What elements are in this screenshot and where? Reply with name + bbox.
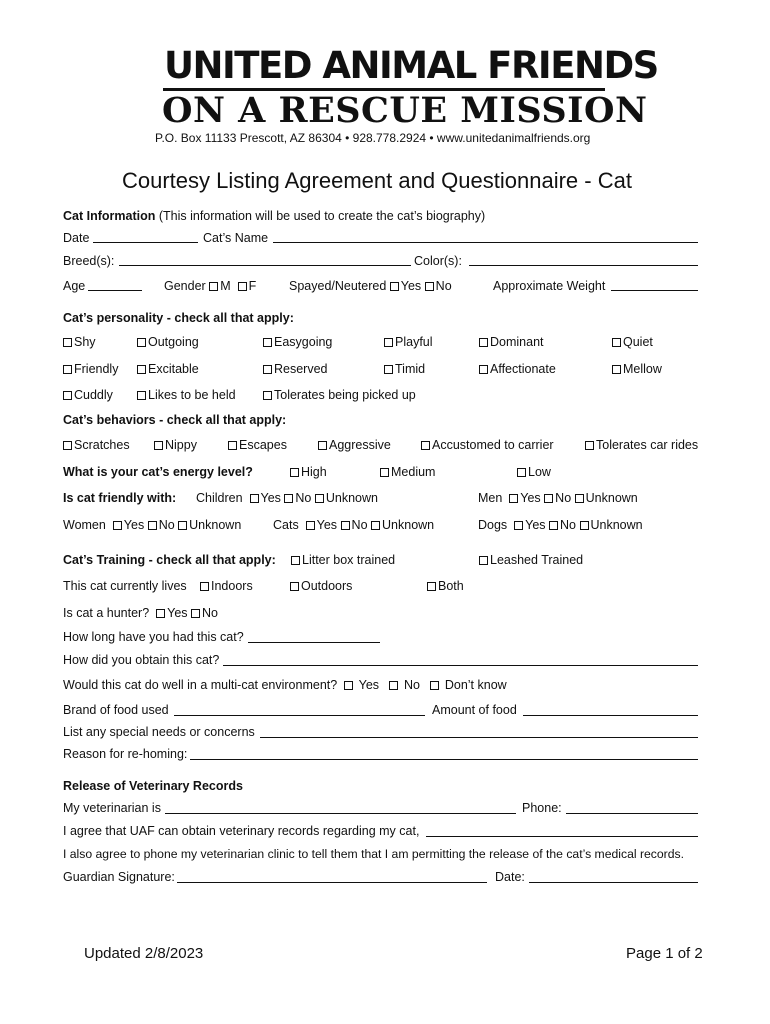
gender-f-checkbox[interactable]	[238, 282, 247, 291]
checkbox[interactable]	[63, 338, 72, 347]
gender-m-label: M	[220, 279, 231, 293]
reason-label: Reason for re-homing:	[63, 747, 188, 761]
children-no-checkbox[interactable]	[284, 494, 293, 503]
option-label: High	[301, 465, 327, 479]
yes-label: Yes	[123, 518, 145, 532]
option-label: Accustomed to carrier	[432, 438, 554, 452]
behavior-item[interactable]	[585, 438, 698, 453]
signature-label: Guardian Signature:	[63, 870, 175, 884]
page-number: Page 1 of 2	[626, 945, 703, 962]
amount-food-label: Amount of food	[432, 703, 517, 717]
hunter-group	[63, 606, 218, 621]
page-title: Courtesy Listing Agreement and Questionnaire - Cat	[122, 168, 632, 193]
amount-food-field[interactable]	[523, 715, 698, 716]
option-label: Escapes	[239, 438, 287, 452]
women-no-checkbox[interactable]	[148, 521, 157, 530]
yes-label: Yes	[525, 518, 546, 532]
option-label: Friendly	[74, 362, 119, 376]
checkbox[interactable]	[612, 338, 621, 347]
friendly-women-group	[63, 518, 241, 533]
date-field[interactable]	[93, 242, 198, 243]
org-address: P.O. Box 11133 Prescott, AZ 86304 • 928.778.2924 • www.unitedanimalfriends.org	[155, 131, 591, 145]
checkbox[interactable]	[263, 365, 272, 374]
unknown-label: Unknown	[585, 491, 638, 505]
option-label: Shy	[74, 335, 96, 349]
no-label: No	[351, 518, 368, 532]
personality-row1-item[interactable]	[263, 335, 332, 350]
age-label: Age	[63, 279, 86, 293]
option-label: Scratches	[74, 438, 130, 452]
men-no-checkbox[interactable]	[544, 494, 553, 503]
color-label: Color(s):	[414, 254, 462, 268]
checkbox[interactable]	[200, 582, 209, 591]
checkbox[interactable]	[384, 338, 393, 347]
yes-label: Yes	[520, 491, 541, 505]
my-vet-field[interactable]	[165, 813, 516, 814]
tagline-logo: ON A RESCUE MISSION	[162, 90, 648, 131]
checkbox[interactable]	[384, 365, 393, 374]
children-label: Children	[196, 491, 243, 505]
gender-group	[164, 279, 256, 294]
multi-cat-group	[63, 678, 507, 693]
option-label: Dominant	[490, 335, 544, 349]
personality-row2-item[interactable]	[263, 362, 328, 377]
brand-food-label: Brand of food used	[63, 703, 169, 717]
checkbox[interactable]	[612, 365, 621, 374]
behavior-item[interactable]	[318, 438, 391, 453]
phone-field[interactable]	[566, 813, 698, 814]
energy-question: What is your cat’s energy level?	[63, 465, 253, 479]
training-heading: Cat’s Training - check all that apply:	[63, 553, 276, 567]
checkbox[interactable]	[263, 391, 272, 400]
lives-option[interactable]	[290, 579, 352, 594]
checkbox[interactable]	[479, 338, 488, 347]
no-label: No	[158, 518, 175, 532]
special-needs-label: List any special needs or concerns	[63, 725, 255, 739]
personality-row3-item[interactable]	[63, 388, 113, 403]
behaviors-heading: Cat’s behaviors - check all that apply:	[63, 413, 287, 427]
checkbox[interactable]	[137, 338, 146, 347]
gender-f-label: F	[248, 279, 257, 293]
personality-row1-item[interactable]	[384, 335, 433, 350]
behavior-item[interactable]	[228, 438, 287, 453]
no-label: No	[555, 491, 572, 505]
cats-label: Cats	[273, 518, 299, 532]
checkbox[interactable]	[228, 441, 237, 450]
men-yes-checkbox[interactable]	[509, 494, 518, 503]
behavior-item[interactable]	[154, 438, 197, 453]
option-label: Tolerates car rides	[596, 438, 699, 452]
checkbox[interactable]	[318, 441, 327, 450]
women-yes-checkbox[interactable]	[113, 521, 122, 530]
personality-row2-item[interactable]	[479, 362, 556, 377]
option-label: Quiet	[623, 335, 653, 349]
no-label: No	[403, 678, 420, 692]
cats-yes-checkbox[interactable]	[306, 521, 315, 530]
personality-row3-item[interactable]	[137, 388, 236, 403]
multi-cat-yes-checkbox[interactable]	[344, 681, 353, 690]
unknown-label: Unknown	[325, 491, 378, 505]
color-field[interactable]	[469, 265, 698, 266]
friendly-question: Is cat friendly with:	[63, 491, 177, 505]
energy-option[interactable]	[380, 465, 435, 480]
agree-phone-vet: I also agree to phone my veterinarian clinic to tell them that I am permitting the release of the cat’s medical records.	[63, 847, 684, 861]
date-label: Date	[63, 231, 90, 245]
dogs-label: Dogs	[478, 518, 508, 532]
yes-label: Yes	[316, 518, 338, 532]
hunter-yes-checkbox[interactable]	[156, 609, 165, 618]
checkbox[interactable]	[154, 441, 163, 450]
checkbox[interactable]	[137, 391, 146, 400]
checkbox[interactable]	[380, 468, 389, 477]
checkbox[interactable]	[63, 441, 72, 450]
checkbox[interactable]	[479, 556, 488, 565]
personality-row2-item[interactable]	[137, 362, 199, 377]
no-label: No	[295, 491, 312, 505]
option-label: Medium	[391, 465, 436, 479]
no-label: No	[202, 606, 218, 620]
checkbox[interactable]	[479, 365, 488, 374]
personality-heading: Cat’s personality - check all that apply:	[63, 311, 294, 325]
breed-label: Breed(s):	[63, 254, 115, 268]
option-label: Tolerates being picked up	[274, 388, 416, 402]
behavior-item[interactable]	[421, 438, 554, 453]
checkbox[interactable]	[263, 338, 272, 347]
brand-food-field[interactable]	[174, 715, 425, 716]
men-unknown-checkbox[interactable]	[575, 494, 584, 503]
friendly-men-group	[478, 491, 638, 506]
checkbox[interactable]	[290, 468, 299, 477]
breed-field[interactable]	[119, 265, 411, 266]
cat-info-note: (This information will be used to create the cat’s biography)	[158, 209, 486, 223]
spayed-label: Spayed/Neutered	[289, 279, 387, 293]
option-label: Likes to be held	[148, 388, 236, 402]
how-long-label: How long have you had this cat?	[63, 630, 244, 644]
checkbox[interactable]	[291, 556, 300, 565]
friendly-dogs-group	[478, 518, 643, 533]
agree-vet-field[interactable]	[426, 836, 698, 837]
option-label: Nippy	[165, 438, 197, 452]
dogs-no-checkbox[interactable]	[549, 521, 558, 530]
multi-cat-label: Would this cat do well in a multi-cat environment?	[63, 678, 338, 692]
option-label: Aggressive	[329, 438, 391, 452]
cat-info-title: Cat Information	[63, 209, 156, 223]
option-label: Reserved	[274, 362, 328, 376]
option-label: Outdoors	[301, 579, 353, 593]
option-label: Cuddly	[74, 388, 113, 402]
age-field[interactable]	[88, 290, 142, 291]
no-label: No	[560, 518, 577, 532]
weight-field[interactable]	[611, 290, 698, 291]
lives-option[interactable]	[200, 579, 253, 594]
option-label: Excitable	[148, 362, 199, 376]
lives-label: This cat currently lives	[63, 579, 187, 593]
special-needs-field[interactable]	[260, 737, 698, 738]
gender-label: Gender	[164, 279, 206, 293]
spayed-group	[289, 279, 452, 294]
hunter-no-checkbox[interactable]	[191, 609, 200, 618]
spayed-no-checkbox[interactable]	[425, 282, 434, 291]
cats-no-checkbox[interactable]	[341, 521, 350, 530]
training-litter-option[interactable]	[291, 553, 395, 568]
my-vet-label: My veterinarian is	[63, 801, 161, 815]
spayed-yes-checkbox[interactable]	[390, 282, 399, 291]
dogs-yes-checkbox[interactable]	[514, 521, 523, 530]
multi-cat-dontknow-checkbox[interactable]	[430, 681, 439, 690]
spayed-yes-label: Yes	[400, 279, 422, 293]
option-label: Outgoing	[148, 335, 199, 349]
lives-option[interactable]	[427, 579, 464, 594]
personality-row1-item[interactable]	[612, 335, 653, 350]
women-label: Women	[63, 518, 106, 532]
signature-field[interactable]	[177, 882, 487, 883]
org-name-logo: UNITED ANIMAL FRIENDS	[164, 44, 658, 87]
behavior-item[interactable]	[63, 438, 130, 453]
checkbox[interactable]	[290, 582, 299, 591]
updated-date: Updated 2/8/2023	[84, 945, 204, 962]
cat-info-heading	[63, 209, 485, 224]
energy-option[interactable]	[290, 465, 327, 480]
personality-row2-item[interactable]	[384, 362, 425, 377]
yes-label: Yes	[260, 491, 281, 505]
friendly-children-group	[196, 491, 378, 506]
option-label: Indoors	[211, 579, 253, 593]
checkbox[interactable]	[63, 365, 72, 374]
checkbox[interactable]	[585, 441, 594, 450]
cat-name-label: Cat’s Name	[203, 231, 269, 245]
unknown-label: Unknown	[590, 518, 643, 532]
option-label: Low	[528, 465, 551, 479]
personality-row1-item[interactable]	[479, 335, 544, 350]
option-label: Timid	[395, 362, 426, 376]
children-unknown-checkbox[interactable]	[315, 494, 324, 503]
unknown-label: Unknown	[189, 518, 242, 532]
checkbox[interactable]	[137, 365, 146, 374]
vet-heading: Release of Veterinary Records	[63, 779, 243, 793]
personality-row2-item[interactable]	[612, 362, 662, 377]
checkbox[interactable]	[421, 441, 430, 450]
phone-label: Phone:	[522, 801, 562, 815]
children-yes-checkbox[interactable]	[250, 494, 259, 503]
agree-vet-records: I agree that UAF can obtain veterinary records regarding my cat,	[63, 824, 420, 838]
unknown-label: Unknown	[382, 518, 435, 532]
spayed-no-label: No	[435, 279, 452, 293]
personality-row2-item[interactable]	[63, 362, 118, 377]
sign-date-label: Date:	[495, 870, 525, 884]
personality-row1-item[interactable]	[63, 335, 96, 350]
option-label: Both	[438, 579, 464, 593]
checkbox[interactable]	[427, 582, 436, 591]
men-label: Men	[478, 491, 503, 505]
personality-row3-item[interactable]	[263, 388, 416, 403]
weight-label: Approximate Weight	[493, 279, 606, 293]
yes-label: Yes	[167, 606, 188, 620]
multi-cat-no-checkbox[interactable]	[389, 681, 398, 690]
how-obtain-field[interactable]	[223, 665, 698, 666]
yes-label: Yes	[358, 678, 380, 692]
gender-m-checkbox[interactable]	[209, 282, 218, 291]
energy-option[interactable]	[517, 465, 551, 480]
training-leashed-option[interactable]	[479, 553, 583, 568]
option-label: Easygoing	[274, 335, 333, 349]
how-obtain-label: How did you obtain this cat?	[63, 653, 220, 667]
sign-date-field[interactable]	[529, 882, 698, 883]
option-label: Affectionate	[490, 362, 556, 376]
dont-know-label: Don’t know	[444, 678, 507, 692]
option-label: Mellow	[623, 362, 662, 376]
option-label: Litter box trained	[302, 553, 396, 567]
how-long-field[interactable]	[248, 642, 380, 643]
hunter-label: Is cat a hunter?	[63, 606, 150, 620]
option-label: Playful	[395, 335, 433, 349]
checkbox[interactable]	[63, 391, 72, 400]
checkbox[interactable]	[517, 468, 526, 477]
reason-field[interactable]	[190, 759, 698, 760]
personality-row1-item[interactable]	[137, 335, 199, 350]
friendly-cats-group	[273, 518, 434, 533]
cat-name-field[interactable]	[273, 242, 698, 243]
option-label: Leashed Trained	[490, 553, 584, 567]
dogs-unknown-checkbox[interactable]	[580, 521, 589, 530]
cats-unknown-checkbox[interactable]	[371, 521, 380, 530]
women-unknown-checkbox[interactable]	[178, 521, 187, 530]
